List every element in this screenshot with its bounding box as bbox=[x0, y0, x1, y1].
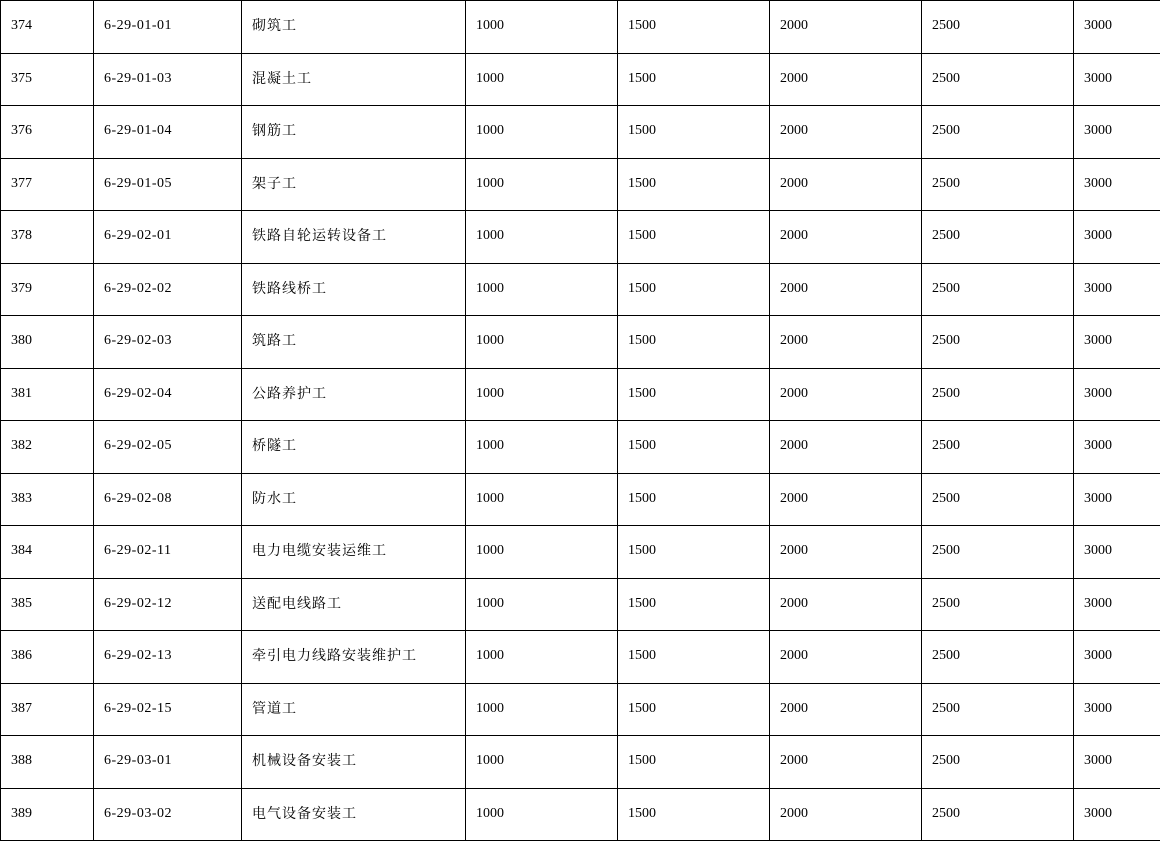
cell-text-index: 379 bbox=[11, 281, 83, 298]
table-row bbox=[1, 1, 1160, 54]
table-cell-v1 bbox=[466, 368, 618, 421]
table-cell-v5 bbox=[1074, 316, 1160, 369]
cell-text-v5: 3000 bbox=[1084, 228, 1160, 245]
cell-text-v1: 1000 bbox=[476, 596, 607, 613]
table-row bbox=[1, 211, 1160, 264]
table-cell-v1 bbox=[466, 421, 618, 474]
cell-text-v5: 3000 bbox=[1084, 386, 1160, 403]
table-cell-v3 bbox=[770, 106, 922, 159]
cell-text-v3: 2000 bbox=[780, 596, 911, 613]
table-cell-name bbox=[242, 53, 466, 106]
table-cell-code bbox=[94, 263, 242, 316]
cell-text-v2: 1500 bbox=[628, 176, 759, 193]
table-cell-code bbox=[94, 631, 242, 684]
table-cell-code bbox=[94, 158, 242, 211]
cell-text-v3: 2000 bbox=[780, 123, 911, 140]
cell-text-v1: 1000 bbox=[476, 753, 607, 770]
table-cell-v5 bbox=[1074, 53, 1160, 106]
table-cell-name bbox=[242, 316, 466, 369]
table-cell-code bbox=[94, 211, 242, 264]
table-row bbox=[1, 578, 1160, 631]
cell-text-v2: 1500 bbox=[628, 228, 759, 245]
cell-text-v4: 2500 bbox=[932, 281, 1063, 298]
table-cell-name bbox=[242, 158, 466, 211]
cell-text-name: 架子工 bbox=[252, 176, 455, 193]
table-row bbox=[1, 421, 1160, 474]
cell-text-index: 385 bbox=[11, 596, 83, 613]
table-cell-v4 bbox=[922, 736, 1074, 789]
cell-text-v1: 1000 bbox=[476, 648, 607, 665]
table-cell-v2 bbox=[618, 578, 770, 631]
table-row bbox=[1, 368, 1160, 421]
cell-text-v2: 1500 bbox=[628, 71, 759, 88]
cell-text-v3: 2000 bbox=[780, 228, 911, 245]
cell-text-v5: 3000 bbox=[1084, 596, 1160, 613]
cell-text-index: 380 bbox=[11, 333, 83, 350]
table-cell-v4 bbox=[922, 316, 1074, 369]
cell-text-code: 6-29-02-13 bbox=[104, 648, 231, 665]
table-cell-v2 bbox=[618, 106, 770, 159]
table-cell-v4 bbox=[922, 1, 1074, 54]
cell-text-v1: 1000 bbox=[476, 228, 607, 245]
cell-text-index: 387 bbox=[11, 701, 83, 718]
cell-text-v3: 2000 bbox=[780, 543, 911, 560]
cell-text-v5: 3000 bbox=[1084, 438, 1160, 455]
table-cell-v2 bbox=[618, 1, 770, 54]
table-cell-code bbox=[94, 473, 242, 526]
cell-text-v3: 2000 bbox=[780, 333, 911, 350]
cell-text-v1: 1000 bbox=[476, 438, 607, 455]
table-cell-name bbox=[242, 788, 466, 841]
table-cell-v5 bbox=[1074, 368, 1160, 421]
table-cell-v5 bbox=[1074, 211, 1160, 264]
cell-text-v1: 1000 bbox=[476, 176, 607, 193]
table-cell-v1 bbox=[466, 158, 618, 211]
table-cell-v1 bbox=[466, 473, 618, 526]
table-cell-v5 bbox=[1074, 631, 1160, 684]
table-cell-v3 bbox=[770, 578, 922, 631]
table-cell-v3 bbox=[770, 631, 922, 684]
cell-text-name: 砌筑工 bbox=[252, 18, 455, 35]
table-cell-v4 bbox=[922, 631, 1074, 684]
table-cell-index bbox=[1, 578, 94, 631]
table-cell-code bbox=[94, 526, 242, 579]
cell-text-code: 6-29-02-08 bbox=[104, 491, 231, 508]
cell-text-v4: 2500 bbox=[932, 123, 1063, 140]
table-cell-name bbox=[242, 736, 466, 789]
cell-text-v4: 2500 bbox=[932, 543, 1063, 560]
cell-text-code: 6-29-02-15 bbox=[104, 701, 231, 718]
cell-text-index: 374 bbox=[11, 18, 83, 35]
cell-text-name: 送配电线路工 bbox=[252, 596, 455, 613]
table-cell-v3 bbox=[770, 1, 922, 54]
cell-text-v2: 1500 bbox=[628, 543, 759, 560]
table-cell-name bbox=[242, 473, 466, 526]
table-cell-v5 bbox=[1074, 1, 1160, 54]
cell-text-code: 6-29-02-03 bbox=[104, 333, 231, 350]
cell-text-v5: 3000 bbox=[1084, 543, 1160, 560]
table-cell-v4 bbox=[922, 158, 1074, 211]
table-cell-v4 bbox=[922, 421, 1074, 474]
cell-text-name: 机械设备安装工 bbox=[252, 753, 455, 770]
cell-text-v4: 2500 bbox=[932, 333, 1063, 350]
table-cell-v2 bbox=[618, 736, 770, 789]
table-row bbox=[1, 53, 1160, 106]
table-cell-name bbox=[242, 683, 466, 736]
table-cell-name bbox=[242, 421, 466, 474]
cell-text-code: 6-29-02-11 bbox=[104, 543, 231, 560]
table-cell-v2 bbox=[618, 473, 770, 526]
table-cell-v3 bbox=[770, 316, 922, 369]
cell-text-v3: 2000 bbox=[780, 176, 911, 193]
cell-text-v4: 2500 bbox=[932, 648, 1063, 665]
table-cell-v1 bbox=[466, 578, 618, 631]
cell-text-v4: 2500 bbox=[932, 806, 1063, 823]
table-cell-v3 bbox=[770, 526, 922, 579]
table-cell-v3 bbox=[770, 158, 922, 211]
cell-text-v1: 1000 bbox=[476, 543, 607, 560]
table-cell-v3 bbox=[770, 211, 922, 264]
table-cell-v4 bbox=[922, 53, 1074, 106]
cell-text-v4: 2500 bbox=[932, 438, 1063, 455]
cell-text-name: 钢筋工 bbox=[252, 123, 455, 140]
cell-text-v3: 2000 bbox=[780, 386, 911, 403]
cell-text-v3: 2000 bbox=[780, 281, 911, 298]
cell-text-name: 防水工 bbox=[252, 491, 455, 508]
cell-text-index: 383 bbox=[11, 491, 83, 508]
cell-text-v3: 2000 bbox=[780, 18, 911, 35]
table-cell-index bbox=[1, 106, 94, 159]
table-cell-name bbox=[242, 106, 466, 159]
table-cell-index bbox=[1, 1, 94, 54]
table-cell-code bbox=[94, 316, 242, 369]
table-cell-v5 bbox=[1074, 421, 1160, 474]
table-cell-v4 bbox=[922, 211, 1074, 264]
cell-text-code: 6-29-02-12 bbox=[104, 596, 231, 613]
table-cell-code bbox=[94, 788, 242, 841]
table-cell-v1 bbox=[466, 263, 618, 316]
cell-text-v3: 2000 bbox=[780, 648, 911, 665]
table-cell-index bbox=[1, 683, 94, 736]
table-row bbox=[1, 736, 1160, 789]
cell-text-v2: 1500 bbox=[628, 753, 759, 770]
cell-text-v2: 1500 bbox=[628, 701, 759, 718]
cell-text-index: 381 bbox=[11, 386, 83, 403]
cell-text-v3: 2000 bbox=[780, 438, 911, 455]
table-cell-code bbox=[94, 421, 242, 474]
table-cell-v1 bbox=[466, 631, 618, 684]
cell-text-code: 6-29-01-01 bbox=[104, 18, 231, 35]
table-cell-v2 bbox=[618, 263, 770, 316]
table-cell-v2 bbox=[618, 421, 770, 474]
table-cell-v2 bbox=[618, 368, 770, 421]
table-cell-v5 bbox=[1074, 106, 1160, 159]
cell-text-v4: 2500 bbox=[932, 228, 1063, 245]
cell-text-v5: 3000 bbox=[1084, 71, 1160, 88]
table-cell-v4 bbox=[922, 683, 1074, 736]
table-cell-index bbox=[1, 316, 94, 369]
cell-text-v1: 1000 bbox=[476, 806, 607, 823]
cell-text-v5: 3000 bbox=[1084, 176, 1160, 193]
cell-text-v4: 2500 bbox=[932, 491, 1063, 508]
table-body bbox=[1, 1, 1160, 841]
cell-text-v2: 1500 bbox=[628, 18, 759, 35]
cell-text-v5: 3000 bbox=[1084, 281, 1160, 298]
table-cell-index bbox=[1, 526, 94, 579]
table-row bbox=[1, 683, 1160, 736]
table-row bbox=[1, 106, 1160, 159]
cell-text-index: 375 bbox=[11, 71, 83, 88]
table-cell-v5 bbox=[1074, 578, 1160, 631]
cell-text-v1: 1000 bbox=[476, 123, 607, 140]
table-cell-code bbox=[94, 683, 242, 736]
table-cell-v4 bbox=[922, 788, 1074, 841]
table-cell-v5 bbox=[1074, 736, 1160, 789]
table-cell-v3 bbox=[770, 473, 922, 526]
table-cell-code bbox=[94, 368, 242, 421]
cell-text-code: 6-29-01-05 bbox=[104, 176, 231, 193]
table-cell-v2 bbox=[618, 631, 770, 684]
table-cell-v3 bbox=[770, 421, 922, 474]
cell-text-v2: 1500 bbox=[628, 281, 759, 298]
cell-text-v3: 2000 bbox=[780, 806, 911, 823]
table-cell-v2 bbox=[618, 211, 770, 264]
cell-text-v5: 3000 bbox=[1084, 333, 1160, 350]
table-cell-v2 bbox=[618, 316, 770, 369]
table-cell-v1 bbox=[466, 788, 618, 841]
cell-text-code: 6-29-02-04 bbox=[104, 386, 231, 403]
cell-text-v4: 2500 bbox=[932, 753, 1063, 770]
cell-text-code: 6-29-03-02 bbox=[104, 806, 231, 823]
cell-text-name: 电力电缆安装运维工 bbox=[252, 543, 455, 560]
table-cell-index bbox=[1, 368, 94, 421]
table-cell-name bbox=[242, 526, 466, 579]
table-cell-index bbox=[1, 631, 94, 684]
cell-text-code: 6-29-01-03 bbox=[104, 71, 231, 88]
cell-text-v2: 1500 bbox=[628, 806, 759, 823]
cell-text-name: 混凝土工 bbox=[252, 71, 455, 88]
cell-text-index: 389 bbox=[11, 806, 83, 823]
cell-text-v5: 3000 bbox=[1084, 648, 1160, 665]
table-cell-v1 bbox=[466, 526, 618, 579]
cell-text-name: 电气设备安装工 bbox=[252, 806, 455, 823]
cell-text-index: 384 bbox=[11, 543, 83, 560]
table-cell-index bbox=[1, 263, 94, 316]
cell-text-v4: 2500 bbox=[932, 176, 1063, 193]
table-cell-v1 bbox=[466, 736, 618, 789]
cell-text-v3: 2000 bbox=[780, 71, 911, 88]
table-cell-v3 bbox=[770, 683, 922, 736]
cell-text-index: 388 bbox=[11, 753, 83, 770]
cell-text-index: 376 bbox=[11, 123, 83, 140]
table-cell-v1 bbox=[466, 106, 618, 159]
cell-text-name: 铁路自轮运转设备工 bbox=[252, 228, 455, 245]
table-cell-index bbox=[1, 736, 94, 789]
cell-text-v4: 2500 bbox=[932, 596, 1063, 613]
table-cell-v3 bbox=[770, 368, 922, 421]
cell-text-v5: 3000 bbox=[1084, 701, 1160, 718]
table-cell-v4 bbox=[922, 263, 1074, 316]
table-cell-code bbox=[94, 1, 242, 54]
table-cell-v3 bbox=[770, 53, 922, 106]
cell-text-v5: 3000 bbox=[1084, 491, 1160, 508]
table-cell-v1 bbox=[466, 316, 618, 369]
cell-text-v5: 3000 bbox=[1084, 18, 1160, 35]
table-cell-v2 bbox=[618, 158, 770, 211]
cell-text-name: 铁路线桥工 bbox=[252, 281, 455, 298]
table-cell-code bbox=[94, 578, 242, 631]
cell-text-v3: 2000 bbox=[780, 753, 911, 770]
table-cell-v4 bbox=[922, 578, 1074, 631]
cell-text-index: 377 bbox=[11, 176, 83, 193]
table-cell-name bbox=[242, 631, 466, 684]
cell-text-code: 6-29-02-01 bbox=[104, 228, 231, 245]
cell-text-index: 378 bbox=[11, 228, 83, 245]
cell-text-v2: 1500 bbox=[628, 333, 759, 350]
cell-text-name: 桥隧工 bbox=[252, 438, 455, 455]
table-cell-v4 bbox=[922, 368, 1074, 421]
table-cell-index bbox=[1, 158, 94, 211]
table-row bbox=[1, 263, 1160, 316]
table-cell-index bbox=[1, 421, 94, 474]
table-cell-v4 bbox=[922, 106, 1074, 159]
table-cell-v5 bbox=[1074, 526, 1160, 579]
table-cell-v2 bbox=[618, 526, 770, 579]
cell-text-v2: 1500 bbox=[628, 648, 759, 665]
table-cell-v4 bbox=[922, 526, 1074, 579]
cell-text-v1: 1000 bbox=[476, 491, 607, 508]
cell-text-name: 筑路工 bbox=[252, 333, 455, 350]
table-cell-v4 bbox=[922, 473, 1074, 526]
table-cell-index bbox=[1, 211, 94, 264]
table-cell-v5 bbox=[1074, 473, 1160, 526]
table-cell-v2 bbox=[618, 683, 770, 736]
cell-text-index: 386 bbox=[11, 648, 83, 665]
table-cell-v5 bbox=[1074, 158, 1160, 211]
table-cell-v3 bbox=[770, 736, 922, 789]
cell-text-v2: 1500 bbox=[628, 596, 759, 613]
table-row bbox=[1, 158, 1160, 211]
table-cell-v1 bbox=[466, 1, 618, 54]
table-row bbox=[1, 473, 1160, 526]
table-cell-index bbox=[1, 53, 94, 106]
table-cell-v3 bbox=[770, 263, 922, 316]
cell-text-code: 6-29-02-02 bbox=[104, 281, 231, 298]
cell-text-v1: 1000 bbox=[476, 18, 607, 35]
cell-text-v1: 1000 bbox=[476, 281, 607, 298]
table-cell-name bbox=[242, 578, 466, 631]
table-row bbox=[1, 526, 1160, 579]
cell-text-v5: 3000 bbox=[1084, 123, 1160, 140]
cell-text-v3: 2000 bbox=[780, 701, 911, 718]
cell-text-v2: 1500 bbox=[628, 123, 759, 140]
cell-text-v4: 2500 bbox=[932, 18, 1063, 35]
cell-text-v1: 1000 bbox=[476, 386, 607, 403]
table-cell-v2 bbox=[618, 788, 770, 841]
table-cell-v1 bbox=[466, 683, 618, 736]
table-row bbox=[1, 631, 1160, 684]
table-row bbox=[1, 316, 1160, 369]
cell-text-code: 6-29-02-05 bbox=[104, 438, 231, 455]
cell-text-name: 管道工 bbox=[252, 701, 455, 718]
table-cell-v5 bbox=[1074, 683, 1160, 736]
cell-text-v4: 2500 bbox=[932, 701, 1063, 718]
cell-text-name: 公路养护工 bbox=[252, 386, 455, 403]
table-cell-v3 bbox=[770, 788, 922, 841]
table-cell-v2 bbox=[618, 53, 770, 106]
cell-text-v3: 2000 bbox=[780, 491, 911, 508]
cell-text-v1: 1000 bbox=[476, 71, 607, 88]
cell-text-v1: 1000 bbox=[476, 701, 607, 718]
table-cell-v5 bbox=[1074, 788, 1160, 841]
table-row bbox=[1, 788, 1160, 841]
cell-text-code: 6-29-01-04 bbox=[104, 123, 231, 140]
table-cell-name bbox=[242, 368, 466, 421]
table-cell-name bbox=[242, 211, 466, 264]
table-cell-index bbox=[1, 788, 94, 841]
cell-text-v1: 1000 bbox=[476, 333, 607, 350]
cell-text-code: 6-29-03-01 bbox=[104, 753, 231, 770]
cell-text-v4: 2500 bbox=[932, 71, 1063, 88]
cell-text-v2: 1500 bbox=[628, 386, 759, 403]
cell-text-v2: 1500 bbox=[628, 491, 759, 508]
cell-text-index: 382 bbox=[11, 438, 83, 455]
table-cell-index bbox=[1, 473, 94, 526]
table-cell-code bbox=[94, 736, 242, 789]
table-cell-v5 bbox=[1074, 263, 1160, 316]
cell-text-v4: 2500 bbox=[932, 386, 1063, 403]
table-cell-code bbox=[94, 106, 242, 159]
cell-text-v5: 3000 bbox=[1084, 806, 1160, 823]
table-cell-name bbox=[242, 263, 466, 316]
table-cell-v1 bbox=[466, 211, 618, 264]
cell-text-v2: 1500 bbox=[628, 438, 759, 455]
table-cell-v1 bbox=[466, 53, 618, 106]
cell-text-v5: 3000 bbox=[1084, 753, 1160, 770]
table-cell-name bbox=[242, 1, 466, 54]
table-cell-code bbox=[94, 53, 242, 106]
cell-text-name: 牵引电力线路安装维护工 bbox=[252, 648, 455, 665]
